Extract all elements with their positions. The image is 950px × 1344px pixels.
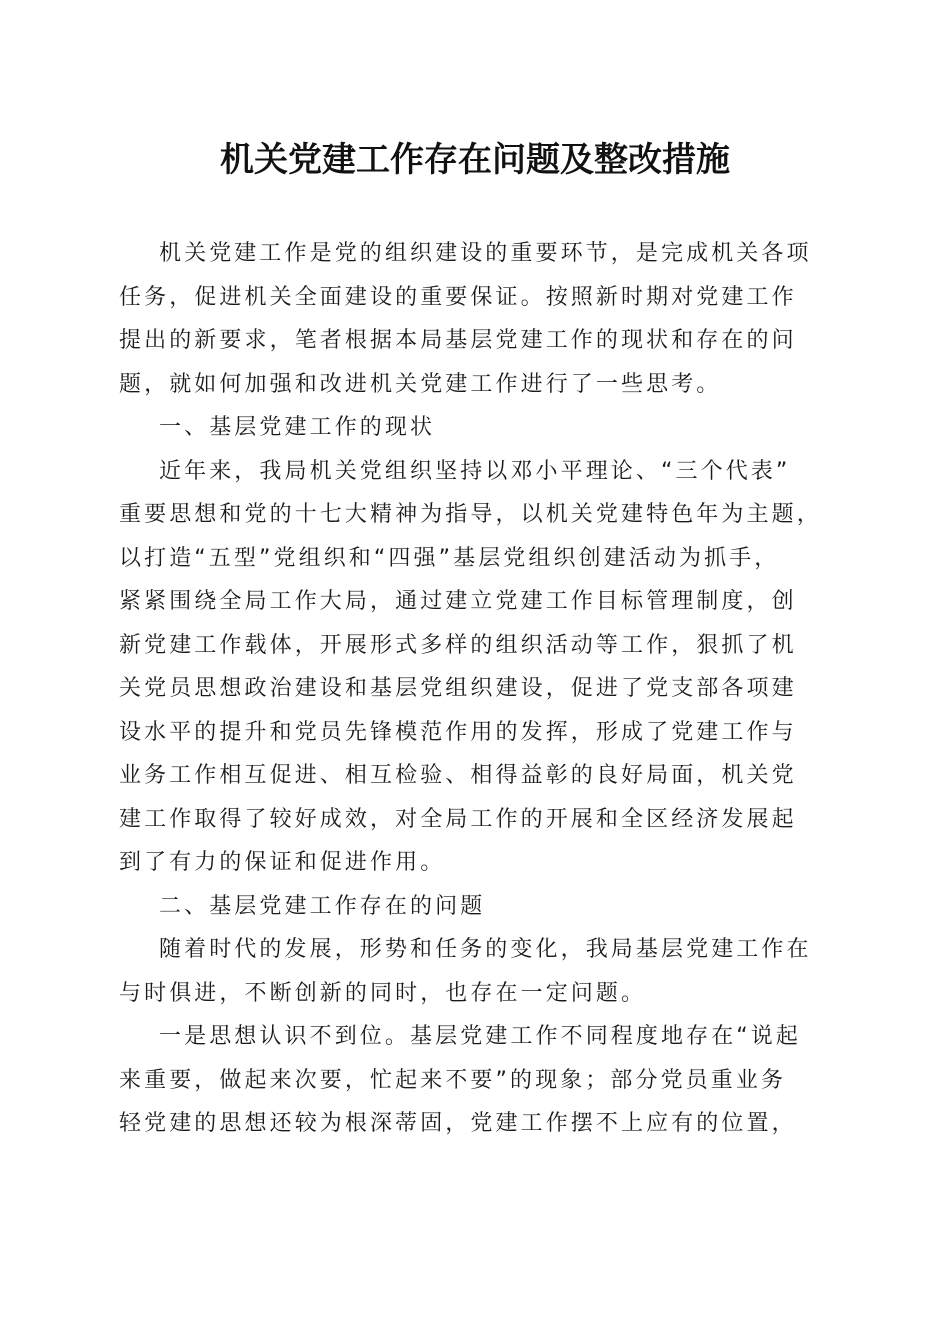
document-body [119,232,829,1146]
text-line: 业务工作相互促进、相互检验、相得益彰的良好局面，机关党 [119,763,797,788]
text-line: 题，就如何加强和改进机关党建工作进行了一些思考。 [119,371,722,397]
text-line: 与时俱进，不断创新的同时，也存在一定问题。 [119,980,647,1006]
text-line: 重要思想和党的十七大精神为指导，以机关党建特色年为主题， [119,502,822,527]
text-line: 任务，促进机关全面建设的重要保证。按照新时期对党建工作 [119,284,797,310]
text-line: 建工作取得了较好成效，对全局工作的开展和全区经济发展起 [119,806,797,832]
text-line: 近年来，我局机关党组织坚持以邓小平理论、“三个代表” [159,458,791,484]
text-line: 紧紧围绕全局工作大局，通过建立党建工作目标管理制度，创 [119,589,797,614]
text-line: 机关党建工作是党的组织建设的重要环节，是完成机关各项 [159,241,812,266]
section-heading: 二、基层党建工作存在的问题 [159,893,486,919]
document-title: 机关党建工作存在问题及整改措施 [220,140,730,180]
text-line: 轻党建的思想还较为根深蒂固，党建工作摆不上应有的位置， [119,1111,797,1136]
text-line: 以打造“五型”党组织和“四强”基层党组织创建活动为抓手， [119,545,780,571]
text-line: 随着时代的发展，形势和任务的变化，我局基层党建工作在 [159,937,812,962]
text-line: 提出的新要求，笔者根据本局基层党建工作的现状和存在的问 [119,328,797,353]
text-line: 关党员思想政治建设和基层党组织建设，促进了党支部各项建 [119,676,797,701]
section-heading: 一、基层党建工作的现状 [159,415,436,440]
text-line: 一是思想认识不到位。基层党建工作不同程度地存在“说起 [159,1024,801,1049]
text-line: 设水平的提升和党员先锋模范作用的发挥，形成了党建工作与 [119,719,797,745]
text-line: 到了有力的保证和促进作用。 [119,850,446,875]
text-line: 新党建工作载体，开展形式多样的组织活动等工作，狠抓了机 [119,632,797,658]
text-line: 来重要，做起来次要，忙起来不要”的现象；部分党员重业务 [119,1067,787,1093]
